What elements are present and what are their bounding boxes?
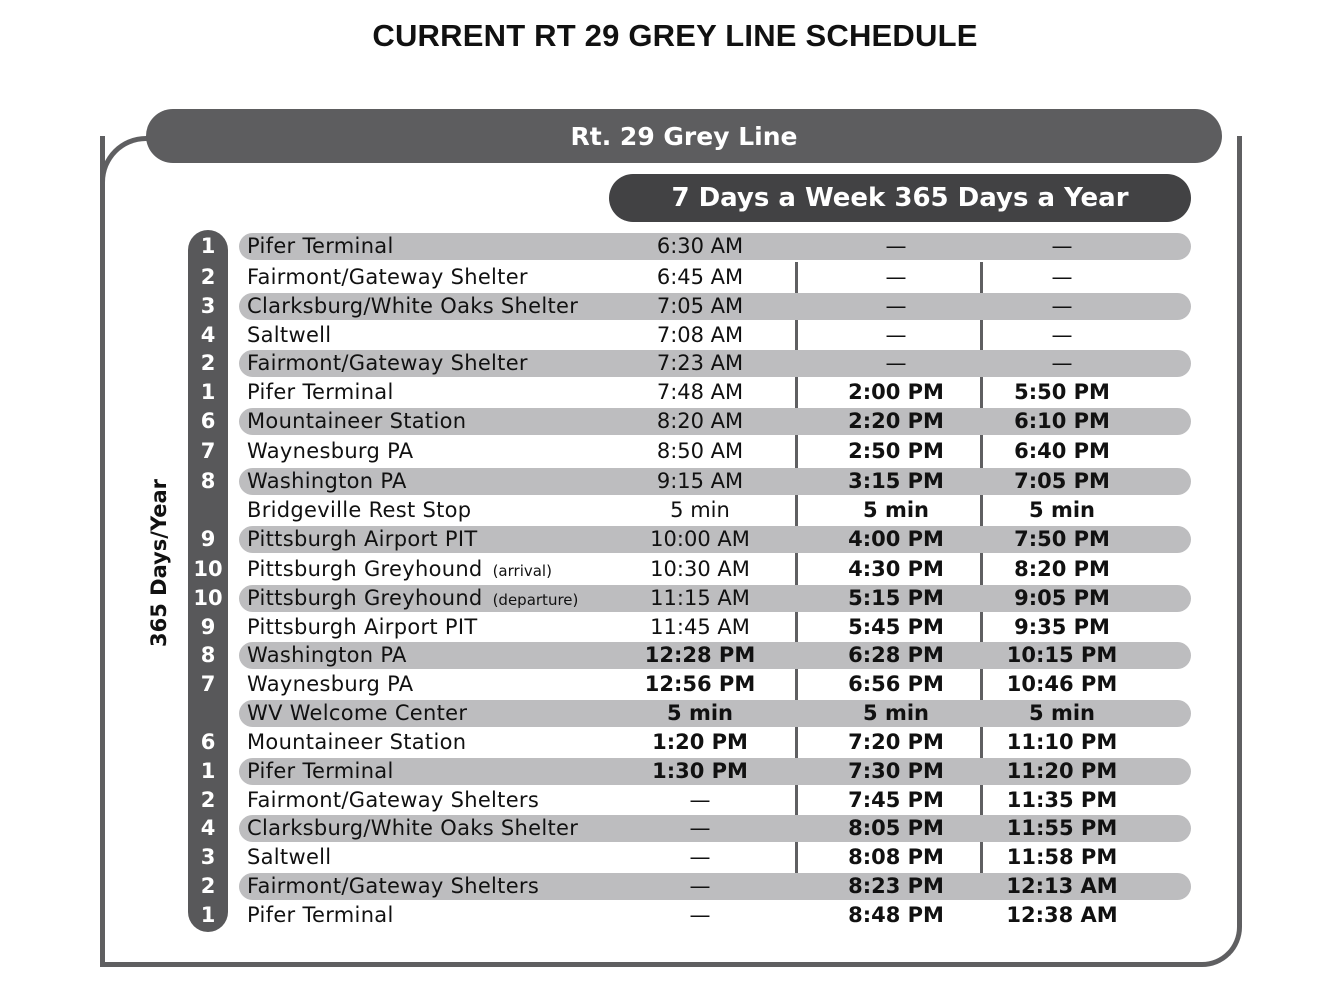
table-row <box>0 525 1326 553</box>
stop-name-text: Pifer Terminal <box>247 759 394 783</box>
stop-number <box>188 699 228 727</box>
time-trip-1: 10:30 AM <box>650 557 750 581</box>
time-trip-1: — <box>689 845 711 869</box>
table-row <box>0 699 1326 727</box>
time-trip-2: 8:48 PM <box>848 903 944 927</box>
stop-name-text: Waynesburg PA <box>247 672 414 696</box>
time-trip-3: 6:10 PM <box>1014 409 1110 433</box>
time-trip-1: 11:15 AM <box>650 586 750 610</box>
stop-number: 8 <box>200 643 216 667</box>
table-row <box>0 349 1326 377</box>
time-trip-2: 4:00 PM <box>848 527 944 551</box>
stop-name-text: Bridgeville Rest Stop <box>247 498 472 522</box>
time-trip-1: 10:00 AM <box>650 527 750 551</box>
stop-number: 7 <box>200 439 216 463</box>
time-trip-3: — <box>1051 234 1073 258</box>
time-trip-1: 7:48 AM <box>656 380 744 404</box>
stop-name <box>247 699 467 727</box>
table-row <box>0 232 1326 260</box>
table-row <box>0 321 1326 349</box>
table-row <box>0 613 1326 641</box>
time-trip-1: — <box>689 874 711 898</box>
stop-name <box>247 321 331 349</box>
time-trip-2: — <box>885 234 907 258</box>
time-trip-3: 9:35 PM <box>1014 615 1110 639</box>
time-trip-1: 8:20 AM <box>656 409 744 433</box>
time-trip-1: 11:45 AM <box>650 615 750 639</box>
stop-name-text: Pifer Terminal <box>247 903 394 927</box>
stop-name-text: Mountaineer Station <box>247 730 467 754</box>
stop-name-text: Waynesburg PA <box>247 439 414 463</box>
stop-name-text: Fairmont/Gateway Shelter <box>247 351 528 375</box>
time-trip-2: — <box>885 265 907 289</box>
stop-number: 3 <box>200 845 216 869</box>
stop-name-text: Pittsburgh Airport PIT <box>247 527 478 551</box>
stop-number: 6 <box>200 730 216 754</box>
time-trip-1: — <box>689 788 711 812</box>
stop-name-text: Washington PA <box>247 643 407 667</box>
stop-name <box>247 670 413 698</box>
table-row <box>0 814 1326 842</box>
stop-number: 2 <box>200 265 216 289</box>
stop-name <box>247 232 394 260</box>
stop-number: 1 <box>200 759 216 783</box>
stop-number: 10 <box>193 557 223 581</box>
stop-name <box>247 349 528 377</box>
stop-number: 1 <box>200 380 216 404</box>
time-trip-2: 2:20 PM <box>848 409 944 433</box>
stop-number: 7 <box>200 672 216 696</box>
table-row <box>0 378 1326 406</box>
stop-name <box>247 437 413 465</box>
table-row <box>0 407 1326 435</box>
time-trip-3: 5 min <box>1029 498 1095 522</box>
stop-number: 8 <box>200 469 216 493</box>
time-trip-3: — <box>1051 351 1073 375</box>
stop-name <box>247 613 478 641</box>
stop-name <box>247 292 578 320</box>
stop-name-text: Fairmont/Gateway Shelters <box>247 874 540 898</box>
page-title: CURRENT RT 29 GREY LINE SCHEDULE <box>372 18 978 53</box>
time-trip-3: 7:50 PM <box>1014 527 1110 551</box>
time-trip-3: 11:35 PM <box>1006 788 1118 812</box>
stop-note: (departure) <box>492 591 579 609</box>
time-trip-2: 3:15 PM <box>848 469 944 493</box>
time-trip-3: 12:13 AM <box>1006 874 1118 898</box>
stop-name-text: WV Welcome Center <box>247 701 468 725</box>
time-trip-2: 7:45 PM <box>848 788 944 812</box>
stop-number: 4 <box>200 323 216 347</box>
stop-number: 2 <box>200 788 216 812</box>
time-trip-3: 11:20 PM <box>1006 759 1118 783</box>
table-row <box>0 728 1326 756</box>
time-trip-2: 5:45 PM <box>848 615 944 639</box>
time-trip-1: 8:50 AM <box>656 439 744 463</box>
stop-number: 3 <box>200 294 216 318</box>
stop-name <box>247 757 394 785</box>
time-trip-3: — <box>1051 265 1073 289</box>
stop-name <box>247 467 407 495</box>
time-trip-1: — <box>689 816 711 840</box>
time-trip-1: 7:05 AM <box>656 294 744 318</box>
time-trip-2: 6:28 PM <box>848 643 944 667</box>
stop-name <box>247 814 578 842</box>
time-trip-1: 6:30 AM <box>656 234 744 258</box>
time-trip-2: 7:30 PM <box>848 759 944 783</box>
time-trip-2: 6:56 PM <box>848 672 944 696</box>
time-trip-3: 11:58 PM <box>1006 845 1118 869</box>
stop-name-text: Pittsburgh Greyhound <box>247 557 483 581</box>
stop-number: 10 <box>193 586 223 610</box>
time-trip-1: 9:15 AM <box>656 469 744 493</box>
table-row <box>0 786 1326 814</box>
stop-name <box>247 786 539 814</box>
stop-name-text: Saltwell <box>247 323 332 347</box>
time-trip-2: — <box>885 294 907 318</box>
table-row <box>0 555 1326 583</box>
time-trip-3: — <box>1051 294 1073 318</box>
time-trip-1: 7:08 AM <box>656 323 744 347</box>
time-trip-2: 2:50 PM <box>848 439 944 463</box>
time-trip-1: 5 min <box>667 701 733 725</box>
table-row <box>0 467 1326 495</box>
stop-number: 2 <box>200 351 216 375</box>
time-trip-1: 12:28 PM <box>644 643 756 667</box>
time-trip-2: 2:00 PM <box>848 380 944 404</box>
time-trip-2: 5 min <box>863 498 929 522</box>
stop-number: 1 <box>200 903 216 927</box>
time-trip-3: 12:38 AM <box>1006 903 1118 927</box>
time-trip-1: 1:30 PM <box>652 759 748 783</box>
stop-name-text: Pifer Terminal <box>247 234 394 258</box>
stop-name-text: Mountaineer Station <box>247 409 467 433</box>
time-trip-1: 12:56 PM <box>644 672 756 696</box>
stop-number: 6 <box>200 409 216 433</box>
stop-name <box>247 407 466 435</box>
stop-number: 9 <box>200 615 216 639</box>
stop-name-text: Pittsburgh Airport PIT <box>247 615 478 639</box>
time-trip-3: 10:46 PM <box>1006 672 1118 696</box>
stop-name-text: Washington PA <box>247 469 407 493</box>
time-trip-2: — <box>885 351 907 375</box>
table-row <box>0 292 1326 320</box>
stop-number: 9 <box>200 527 216 551</box>
stop-name <box>247 378 394 406</box>
route-header-label: Rt. 29 Grey Line <box>570 121 798 151</box>
stop-name-text: Fairmont/Gateway Shelters <box>247 788 540 812</box>
stop-name-text: Clarksburg/White Oaks Shelter <box>247 816 579 840</box>
table-row <box>0 437 1326 465</box>
time-trip-2: — <box>885 323 907 347</box>
time-trip-3: 11:55 PM <box>1006 816 1118 840</box>
stop-number: 4 <box>200 816 216 840</box>
stop-name <box>247 496 471 524</box>
time-trip-1: 7:23 AM <box>656 351 744 375</box>
time-trip-2: 8:08 PM <box>848 845 944 869</box>
stop-name <box>247 584 578 612</box>
stop-name <box>247 901 394 929</box>
stop-name <box>247 525 478 553</box>
time-trip-2: 8:05 PM <box>848 816 944 840</box>
time-trip-1: 1:20 PM <box>652 730 748 754</box>
time-trip-3: 5 min <box>1029 701 1095 725</box>
time-trip-2: 5:15 PM <box>848 586 944 610</box>
stop-name-text: Saltwell <box>247 845 332 869</box>
table-row <box>0 901 1326 929</box>
side-label: 365 Days/Year <box>147 478 171 648</box>
time-trip-2: 4:30 PM <box>848 557 944 581</box>
stop-name <box>247 872 539 900</box>
stop-name <box>247 555 552 583</box>
time-trip-1: 5 min <box>670 498 730 522</box>
stop-name <box>247 843 331 871</box>
table-row <box>0 872 1326 900</box>
time-trip-1: — <box>689 903 711 927</box>
time-trip-3: 6:40 PM <box>1014 439 1110 463</box>
stop-name-text: Pifer Terminal <box>247 380 394 404</box>
table-row <box>0 670 1326 698</box>
time-trip-3: 11:10 PM <box>1006 730 1118 754</box>
table-row <box>0 641 1326 669</box>
table-row <box>0 263 1326 291</box>
service-days-label: 7 Days a Week 365 Days a Year <box>671 183 1129 213</box>
stop-number <box>188 496 228 524</box>
stop-name <box>247 263 528 291</box>
stop-number: 2 <box>200 874 216 898</box>
stop-name-text: Fairmont/Gateway Shelter <box>247 265 528 289</box>
table-row <box>0 757 1326 785</box>
table-row <box>0 843 1326 871</box>
table-row <box>0 496 1326 524</box>
time-trip-3: 10:15 PM <box>1006 643 1118 667</box>
service-days-header <box>609 174 1191 222</box>
time-trip-1: 6:45 AM <box>656 265 744 289</box>
time-trip-2: 8:23 PM <box>848 874 944 898</box>
time-trip-3: 5:50 PM <box>1014 380 1110 404</box>
stop-note: (arrival) <box>492 562 552 580</box>
stop-name-text: Clarksburg/White Oaks Shelter <box>247 294 579 318</box>
stop-name-text: Pittsburgh Greyhound <box>247 586 483 610</box>
stop-name <box>247 728 466 756</box>
time-trip-2: 5 min <box>863 701 929 725</box>
time-trip-3: 9:05 PM <box>1014 586 1110 610</box>
time-trip-3: — <box>1051 323 1073 347</box>
table-row <box>0 584 1326 612</box>
time-trip-3: 7:05 PM <box>1014 469 1110 493</box>
stop-name <box>247 641 407 669</box>
stop-number: 1 <box>200 234 216 258</box>
time-trip-2: 7:20 PM <box>848 730 944 754</box>
time-trip-3: 8:20 PM <box>1014 557 1110 581</box>
route-header <box>146 109 1222 163</box>
